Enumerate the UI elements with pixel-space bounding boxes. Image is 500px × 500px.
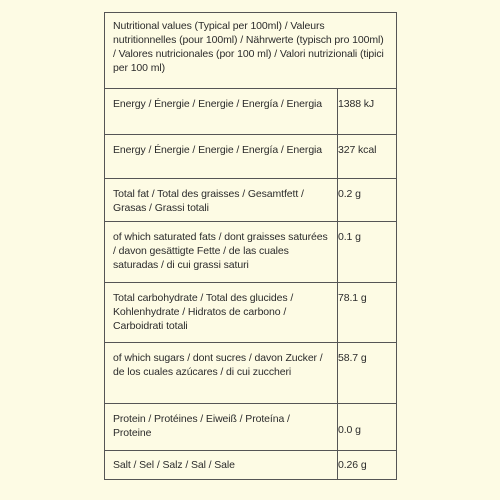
row-value-salt: 0.26 g [338,451,397,480]
row-value-energy-kj: 1388 kJ [338,89,397,135]
row-label-saturated-fat: of which saturated fats / dont graisses saturées / davon gesättigte Fette / de las cuales saturadas / di cui grassi saturi [105,222,338,283]
table-header-row [105,13,397,89]
row-label-total-fat: Total fat / Total des graisses / Gesamtfett / Grasas / Grassi totali [105,179,338,222]
row-label-carbohydrate: Total carbohydrate / Total des glucides / Kohlenhydrate / Hidratos de carbono / Carboidrati totali [105,283,338,343]
table-row [105,283,397,343]
row-value-carbohydrate: 78.1 g [338,283,397,343]
row-label-salt: Salt / Sel / Salz / Sal / Sale [105,451,338,480]
row-value-total-fat: 0.2 g [338,179,397,222]
table-row [105,89,397,135]
row-label-protein: Protein / Protéines / Eiweiß / Proteína / Proteine [105,404,338,451]
table-row [105,222,397,283]
row-label-sugars: of which sugars / dont sucres / davon Zucker / de los cuales azúcares / di cui zuccheri [105,343,338,404]
row-value-saturated-fat: 0.1 g [338,222,397,283]
row-label-energy-kj: Energy / Énergie / Energie / Energía / Energia [105,89,338,135]
row-label-energy-kcal: Energy / Énergie / Energie / Energía / Energia [105,135,338,179]
table-row [105,404,397,451]
row-value-energy-kcal: 327 kcal [338,135,397,179]
table-header: Nutritional values (Typical per 100ml) / Valeurs nutritionnelles (pour 100ml) / Nährwerte (typisch pro 100ml) / Valores nutricionales (por 100 ml) / Valori nutrizionali (tipici per 100 ml) [105,13,397,89]
table-row [105,135,397,179]
table-row [105,343,397,404]
table-row [105,451,397,480]
row-value-protein: 0.0 g [338,404,397,451]
table-row [105,179,397,222]
nutrition-table [104,12,397,480]
row-value-sugars: 58.7 g [338,343,397,404]
